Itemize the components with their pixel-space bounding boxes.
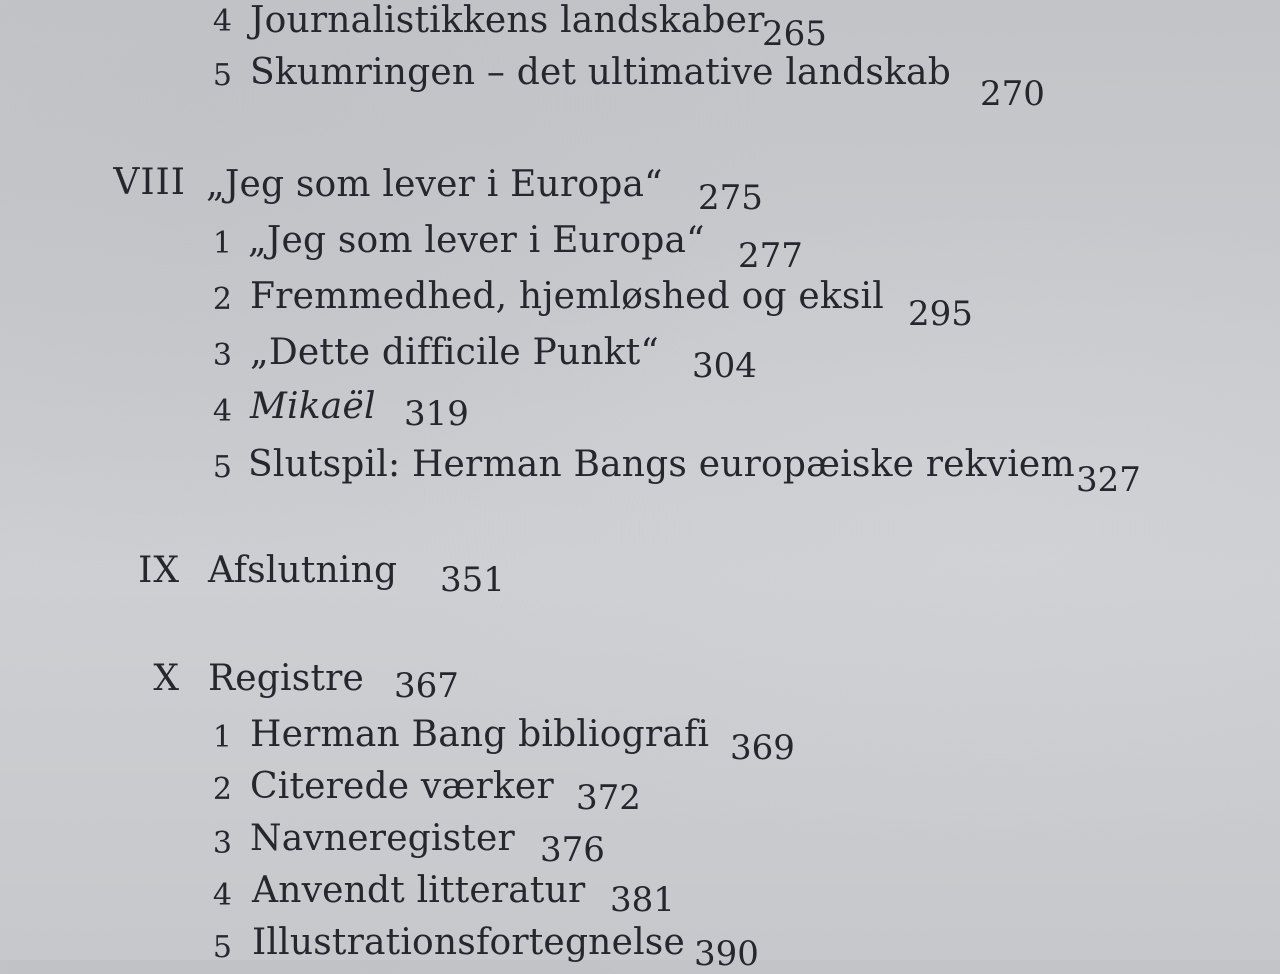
section-title: Mikaël bbox=[250, 386, 376, 427]
section-page: 372 bbox=[576, 778, 641, 818]
chapter-title: „Jeg som lever i Europa“ bbox=[206, 164, 663, 205]
section-page: 265 bbox=[762, 14, 827, 54]
show-through-text bbox=[960, 188, 1180, 218]
section-title: „Dette difficile Punkt“ bbox=[250, 332, 660, 373]
section-page: 369 bbox=[730, 728, 795, 768]
section-title: Illustrationsfortegnelse bbox=[252, 922, 685, 963]
section-number: 3 bbox=[212, 826, 232, 861]
section-number: 5 bbox=[212, 930, 232, 965]
section-number: 4 bbox=[212, 4, 232, 39]
section-number: 3 bbox=[212, 338, 232, 373]
chapter-page: 351 bbox=[440, 560, 505, 600]
section-number: 5 bbox=[212, 450, 232, 485]
section-title: Skumringen – det ultimative landskab bbox=[250, 52, 951, 93]
chapter-page: 275 bbox=[698, 178, 763, 218]
section-number: 4 bbox=[212, 394, 232, 429]
chapter-title: Registre bbox=[208, 658, 365, 699]
chapter-number: X bbox=[153, 658, 180, 699]
chapter-number: VIII bbox=[113, 162, 186, 203]
section-page: 304 bbox=[692, 346, 757, 386]
section-number: 4 bbox=[212, 878, 232, 913]
section-title: „Jeg som lever i Europa“ bbox=[248, 220, 705, 261]
section-title: Journalistikkens landskaber bbox=[250, 0, 765, 41]
section-page: 327 bbox=[1076, 460, 1141, 500]
section-number: 1 bbox=[212, 720, 232, 755]
section-title: Herman Bang bibliografi bbox=[250, 714, 710, 755]
section-page: 376 bbox=[540, 830, 605, 870]
section-page: 319 bbox=[404, 394, 469, 434]
section-page: 277 bbox=[738, 236, 803, 276]
section-number: 2 bbox=[212, 282, 232, 317]
section-title: Anvendt litteratur bbox=[252, 870, 586, 911]
section-page: 270 bbox=[980, 74, 1045, 114]
chapter-number: IX bbox=[138, 550, 180, 591]
section-number: 2 bbox=[212, 772, 232, 807]
section-page: 381 bbox=[610, 880, 675, 920]
chapter-title: Afslutning bbox=[208, 550, 398, 591]
section-title: Fremmedhed, hjemløshed og eksil bbox=[250, 276, 884, 317]
chapter-page: 367 bbox=[394, 666, 459, 706]
section-number: 1 bbox=[212, 226, 232, 261]
section-number: 5 bbox=[212, 58, 232, 93]
section-page: 390 bbox=[694, 934, 759, 974]
section-title: Citerede værker bbox=[250, 766, 554, 807]
section-page: 295 bbox=[908, 294, 973, 334]
section-title: Navneregister bbox=[250, 818, 515, 859]
section-title: Slutspil: Herman Bangs europæiske rekviem bbox=[248, 444, 1075, 485]
